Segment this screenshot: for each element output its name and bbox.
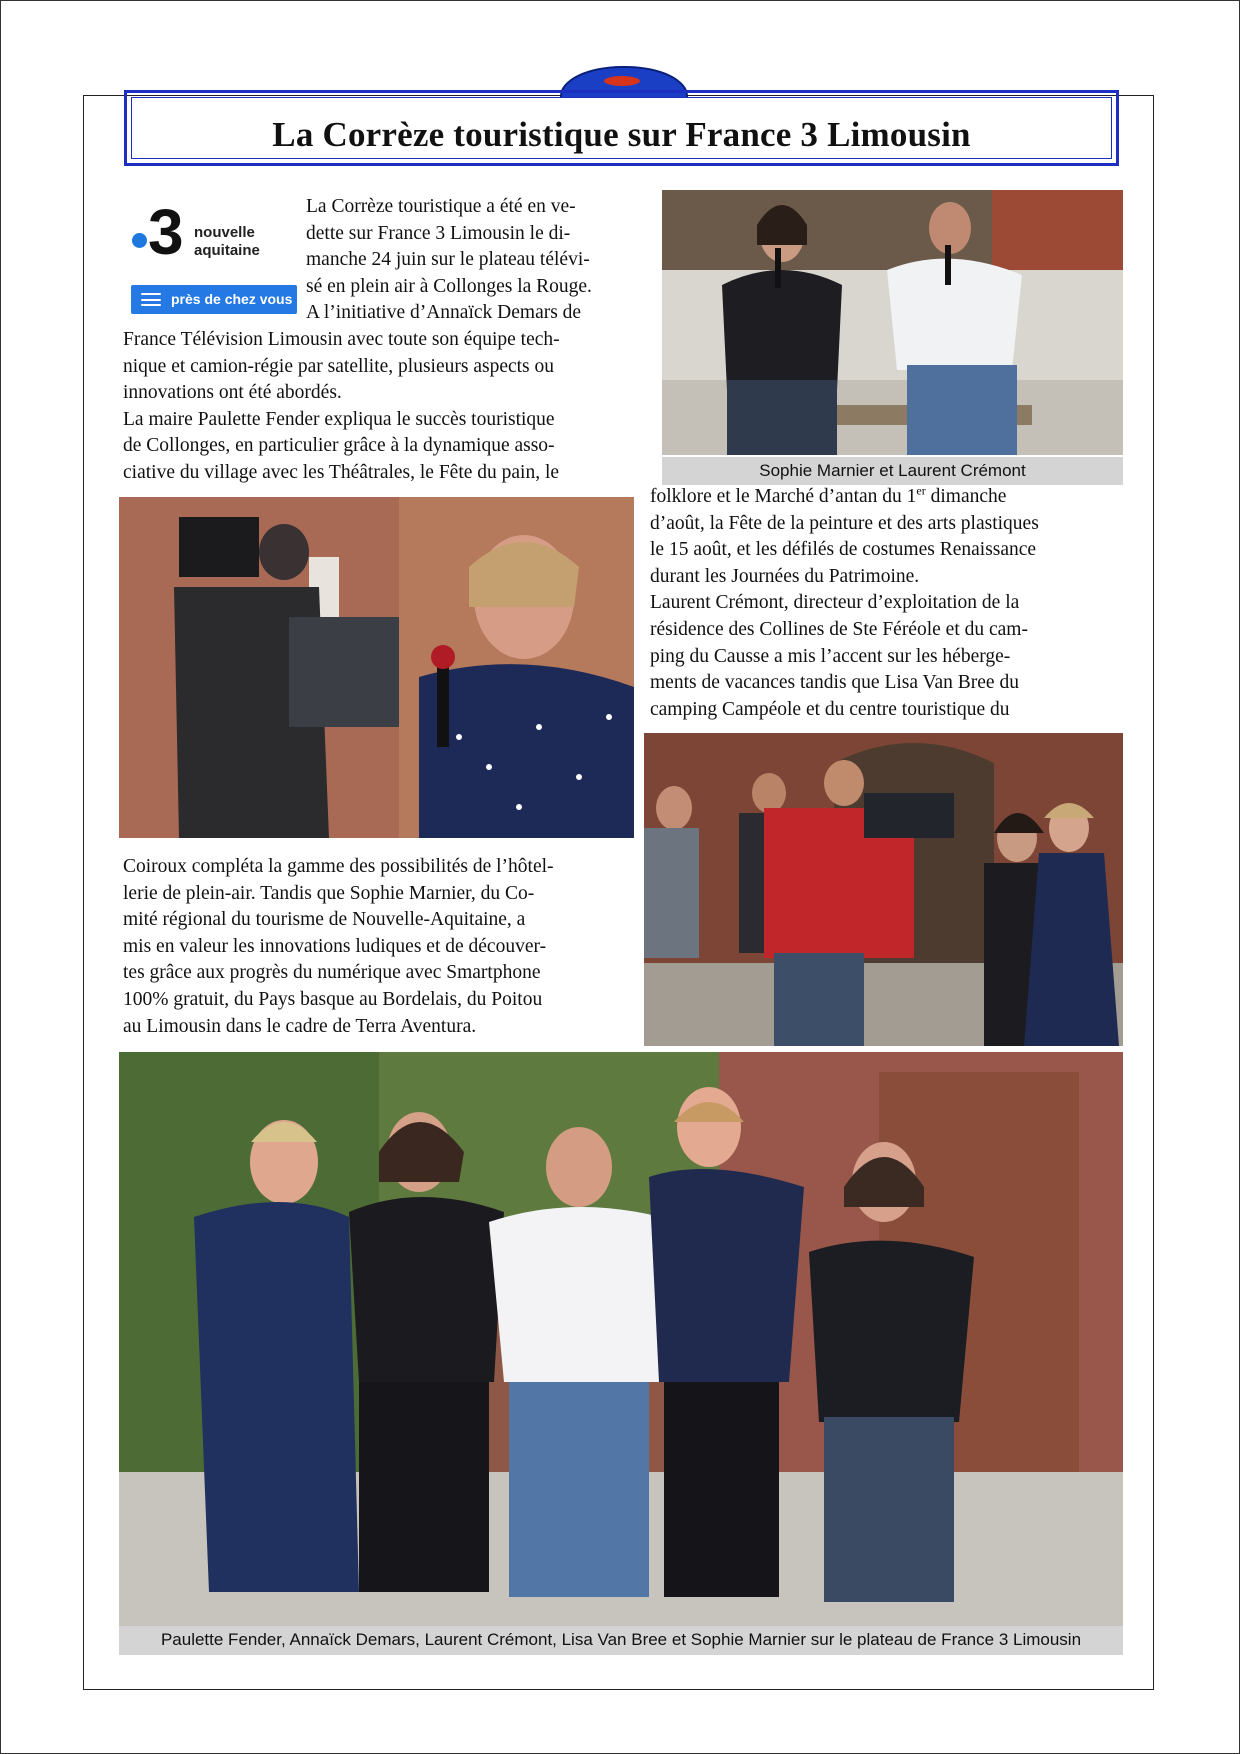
intro-text-wide — [123, 327, 644, 487]
text-segment: dimanche — [925, 486, 1007, 507]
text-line: La Corrèze touristique a été en ve- — [306, 196, 576, 217]
text-line: 100% gratuit, du Pays basque au Bordelais, du Poitou — [123, 988, 543, 1010]
text-line: sé en plein air à Collonges la Rouge. — [306, 275, 592, 297]
text-line: ciative du village avec les Théâtrales, le Fête du pain, le — [123, 461, 560, 483]
text-line: mis en valeur les innovations ludiques et de découver- — [123, 935, 547, 957]
text-line: Laurent Crémont, directeur d’exploitation de la — [650, 592, 1020, 614]
text-line: durant les Journées du Patrimoine. — [650, 565, 920, 587]
france3-logo — [128, 196, 296, 314]
badge-logo-icon — [604, 76, 640, 86]
menu-icon — [141, 293, 161, 306]
text-line: au Limousin dans le cadre de Terra Aventura. — [123, 1015, 477, 1037]
pres-de-chez-vous-label: près de chez vous — [171, 291, 293, 307]
text-line: Coiroux compléta la gamme des possibilités de l’hôtel- — [123, 856, 554, 877]
text-line: nique et camion-régie par satellite, plusieurs aspects ou — [123, 355, 555, 377]
title-box — [124, 90, 1119, 166]
text-segment: folklore et le Marché d’antan du 1 — [650, 486, 917, 507]
france3-word-aquitaine: aquitaine — [194, 242, 260, 259]
middle-right-text — [650, 484, 1117, 723]
photo-interview-outdoors — [644, 733, 1123, 1046]
text-line: le 15 août, et les défilés de costumes Renaissance — [650, 539, 1037, 561]
france3-number: 3 — [148, 196, 184, 268]
caption-photo-top-right: Sophie Marnier et Laurent Crémont — [662, 457, 1123, 485]
france3-word-nouvelle: nouvelle — [194, 224, 255, 241]
photo-sophie-laurent — [662, 190, 1123, 455]
text-line: manche 24 juin sur le plateau télévi- — [306, 249, 590, 271]
text-line: d’août, la Fête de la peinture et des arts plastiques — [650, 512, 1039, 534]
text-line: résidence des Collines de Ste Féréole et du cam- — [650, 618, 1028, 640]
caption-photo-group: Paulette Fender, Annaïck Demars, Laurent Crémont, Lisa Van Bree et Sophie Marnier sur le plateau de France 3 Limousin — [119, 1626, 1123, 1655]
text-line: France Télévision Limousin avec toute son équipe tech- — [123, 329, 560, 350]
text-line: de Collonges, en particulier grâce à la dynamique asso- — [123, 435, 555, 457]
superscript: er — [916, 483, 926, 498]
text-line: dette sur France 3 Limousin le di- — [306, 222, 571, 244]
pres-de-chez-vous-button — [131, 285, 297, 314]
text-line: innovations ont été abordés. — [123, 382, 342, 404]
photo-camera-crew-mayor — [119, 497, 634, 838]
article-title: La Corrèze touristique sur France 3 Limousin — [272, 115, 971, 154]
text-line: ping du Causse a mis l’accent sur les héberge- — [650, 645, 1011, 667]
text-line: camping Campéole et du centre touristique du — [650, 698, 1010, 720]
text-line: tes grâce aux progrès du numérique avec Smartphone — [123, 962, 541, 984]
france3-dot-icon — [132, 233, 147, 248]
text-line: La maire Paulette Fender expliqua le succès touristique — [123, 408, 555, 430]
text-line: mité régional du tourisme de Nouvelle-Aquitaine, a — [123, 909, 526, 931]
text-line: lerie de plein-air. Tandis que Sophie Marnier, du Co- — [123, 882, 535, 904]
text-line — [650, 484, 1117, 511]
lower-left-text — [123, 854, 633, 1040]
intro-text-narrow — [306, 194, 644, 327]
photo-group — [119, 1052, 1123, 1626]
text-line: A l’initiative d’Annaïck Demars de — [306, 302, 582, 324]
text-line: ments de vacances tandis que Lisa Van Bree du — [650, 672, 1019, 694]
